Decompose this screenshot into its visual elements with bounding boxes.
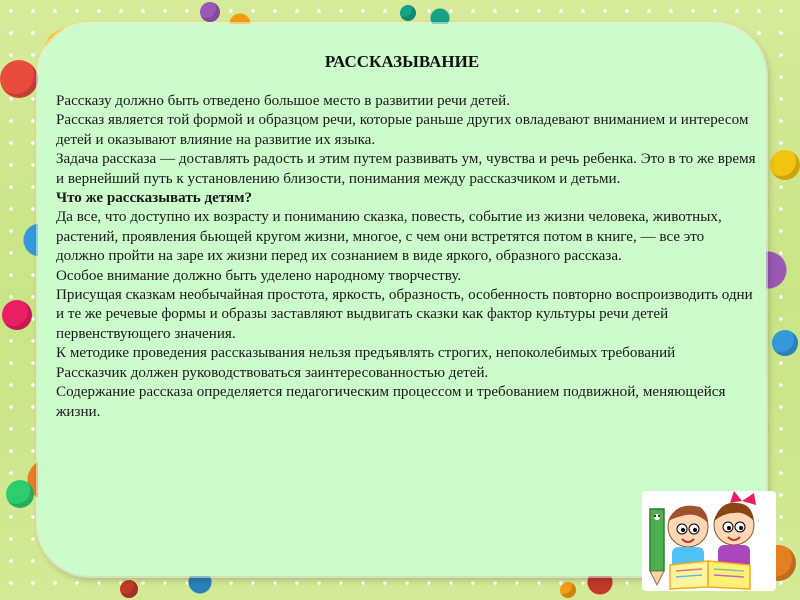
toy-ball-icon [120, 580, 138, 598]
toy-ball-icon [200, 2, 220, 22]
slide-paragraph: Присущая сказкам необычайная простота, яркость, образность, особенность повторно воспроизводить одни и те же речевые формы и образы заставляют выдвигать сказки как фактор культуры речи детей первенствующего значения. [56, 287, 753, 342]
toy-ball-icon [0, 60, 38, 98]
content-panel [38, 24, 766, 576]
toy-ball-icon [772, 330, 798, 356]
slide-paragraph: Да все, что доступно их возрасту и пониманию сказка, повесть, событие из жизни человека, животных, растений, проявления бьющей кругом жизни, многое, с чем они встретятся потом в книге, — все это должно пройти на заре их жизни перед их сознанием в виде яркого, образного рассказа. [56, 209, 722, 265]
children-reading-illustration [642, 491, 776, 591]
slide-paragraph: Задача рассказа — доставлять радость и этим путем развивать ум, чувства и речь ребенка. Это в то же время и вернейший путь к установлению близости, понимания между рассказчиком и детьми. [56, 151, 756, 187]
slide-paragraph: Содержание рассказа определяется педагогическим процессом и требованием подвижной, меняющейся жизни. [56, 384, 726, 420]
slide-paragraph: Особое внимание должно быть уделено народному творчеству. [56, 267, 462, 284]
toy-ball-icon [560, 582, 576, 598]
slide-question-heading: Что же рассказывать детям? [56, 190, 253, 207]
slide-paragraph: К методике проведения рассказывания нельзя предъявлять строгих, непоколебимых требований [56, 345, 676, 362]
toy-ball-icon [770, 150, 800, 180]
toy-ball-icon [6, 480, 34, 508]
toy-ball-icon [2, 300, 32, 330]
toy-ball-icon [400, 5, 416, 21]
slide-paragraph: Рассказчик должен руководствоваться заинтересованностью детей. [56, 364, 489, 381]
slide-text [56, 92, 756, 422]
slide-title: РАССКАЗЫВАНИЕ [324, 52, 480, 71]
slide-paragraph: Рассказу должно быть отведено большое место в развитии речи детей. [56, 93, 510, 109]
children-reading-book-icon [642, 491, 776, 591]
slide-paragraph: Рассказ является той формой и образцом речи, которые раньше других овладевают вниманием и интересом детей и оказывают влияние на развитие их языка. [56, 112, 749, 148]
